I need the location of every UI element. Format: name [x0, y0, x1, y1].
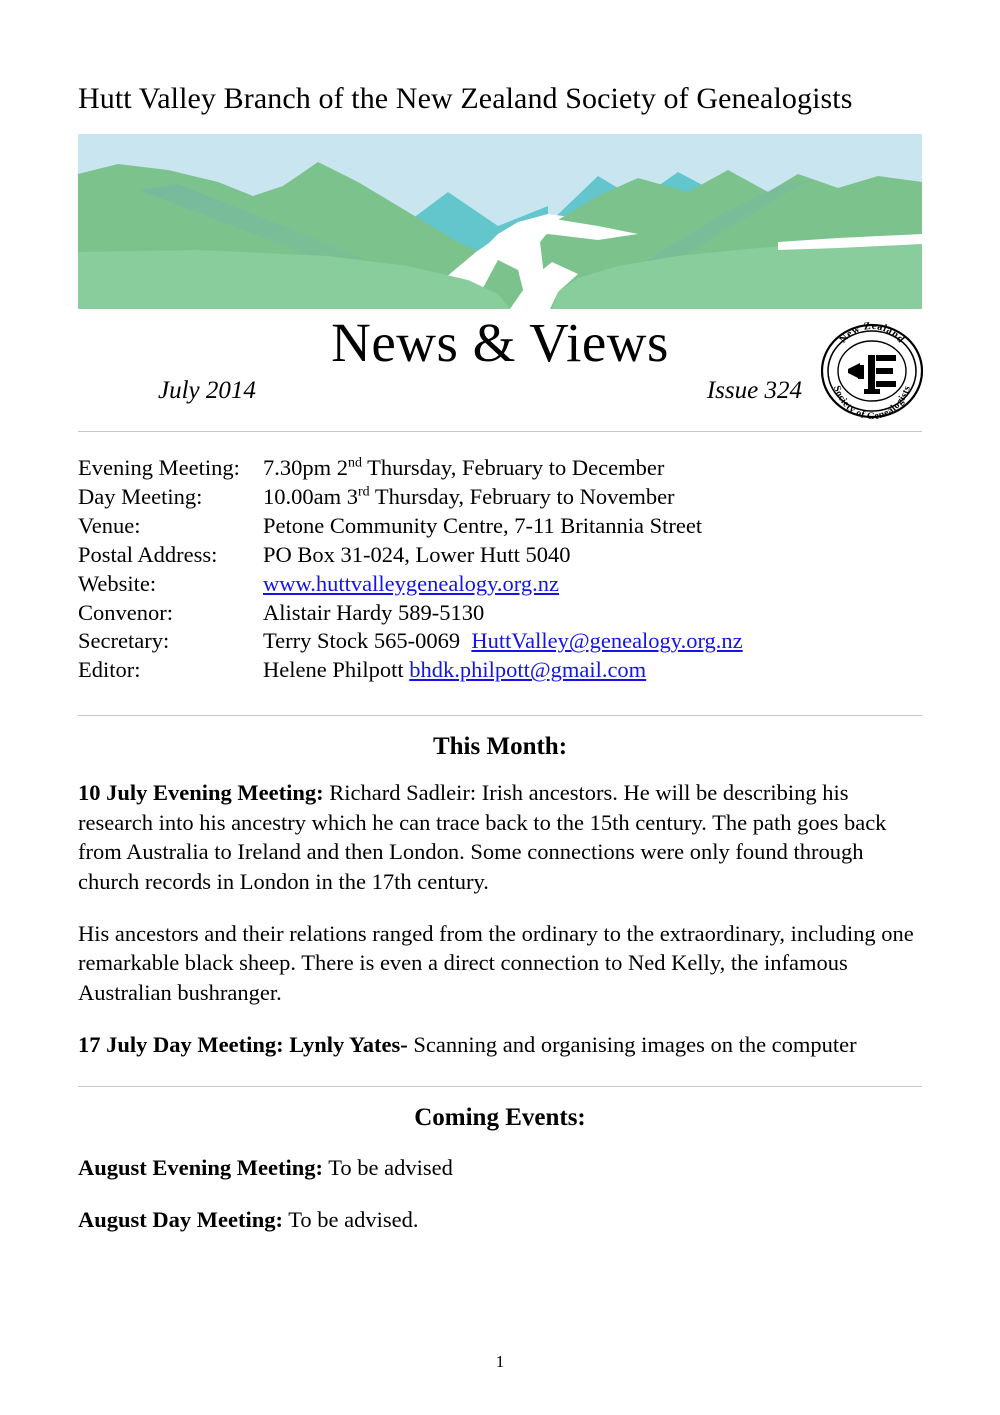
contact-value [263, 454, 922, 483]
newsletter-title: News & Views [331, 312, 669, 373]
landscape-banner-image [78, 134, 922, 309]
contact-label: Venue: [78, 512, 141, 538]
contact-value-pre: 10.00am 3 [263, 483, 358, 509]
contact-value-post: Thursday, February to December [361, 455, 665, 480]
ordinal-suffix: nd [348, 455, 362, 471]
page-title: Hutt Valley Branch of the New Zealand Society of Genealogists [78, 82, 853, 115]
divider-rule-top [78, 431, 922, 432]
paragraph-day-meeting [78, 1030, 922, 1059]
day-meeting-body: Scanning and organising images on the computer [407, 1031, 857, 1057]
contact-row-evening-meeting [78, 454, 922, 483]
editor-name: Helene Philpott [263, 657, 404, 683]
contact-label: Secretary: [78, 628, 170, 654]
day-meeting-title: 17 July Day Meeting: Lynly Yates- [78, 1031, 408, 1057]
contact-value [263, 627, 922, 656]
contact-row-editor [78, 656, 922, 685]
issue-row [78, 377, 922, 405]
divider-rule-this-month [78, 715, 922, 716]
coming-event-item [78, 1205, 922, 1234]
contact-value [263, 483, 922, 512]
contact-value: PO Box 31-024, Lower Hutt 5040 [263, 541, 571, 567]
contact-label: Evening Meeting: [78, 455, 240, 480]
contact-label: Convenor: [78, 599, 173, 625]
paragraph-ancestors: His ancestors and their relations ranged from the ordinary to the extraordinary, including one remarkable black sheep. There is even a direct connection to Ned Kelly, the infamous Australian bushranger. [78, 920, 914, 1005]
svg-text:New Zealand: New Zealand [837, 321, 907, 346]
coming-event-item [78, 1153, 922, 1182]
contact-value [263, 570, 922, 599]
website-link[interactable]: www.huttvalleygenealogy.org.nz [263, 570, 559, 596]
evening-meeting-body: Richard Sadleir: Irish ancestors. He will be describing his research into his ancestry which he can trace back to the 15th century. The path goes back from Australia to Ireland and then London. Some connections were only found through church records in London in the 17th century. [78, 780, 887, 894]
issue-number: Issue 324 [706, 377, 802, 404]
secretary-email-link[interactable]: HuttValley@genealogy.org.nz [471, 628, 743, 654]
contact-row-postal-address [78, 541, 922, 570]
coming-event-title: August Day Meeting: [78, 1206, 283, 1232]
contact-row-day-meeting [78, 483, 922, 512]
coming-event-body: To be advised [323, 1155, 453, 1180]
contact-value-post: Thursday, February to November [369, 483, 675, 509]
contact-details [78, 454, 922, 685]
paragraph-evening-meeting [78, 778, 922, 896]
contact-value: Petone Community Centre, 7-11 Britannia Street [263, 512, 703, 538]
contact-label: Day Meeting: [78, 483, 203, 509]
contact-row-website [78, 570, 922, 599]
contact-label: Website: [78, 570, 157, 596]
svg-text:Society of Genealogists: Society of Genealogists [830, 384, 914, 421]
nzsg-logo-icon [818, 321, 926, 421]
issue-date: July 2014 [158, 377, 256, 404]
landscape-svg [78, 134, 922, 309]
contact-value [263, 656, 922, 685]
newsletter-masthead-block [78, 309, 922, 421]
contact-value: Alistair Hardy 589-5130 [263, 599, 485, 625]
section-heading-coming-events: Coming Events: [414, 1104, 586, 1131]
contact-row-secretary [78, 627, 922, 656]
section-heading-this-month: This Month: [432, 733, 568, 761]
coming-event-title: August Evening Meeting: [78, 1155, 324, 1180]
contact-label: Editor: [78, 657, 141, 683]
editor-email-link[interactable]: bhdk.philpott@gmail.com [409, 657, 647, 683]
contact-label: Postal Address: [78, 541, 218, 567]
secretary-name: Terry Stock 565-0069 [263, 628, 461, 654]
page-number: 1 [495, 1352, 505, 1371]
contact-row-convenor [78, 599, 922, 628]
coming-event-body: To be advised. [282, 1206, 419, 1232]
contact-row-venue [78, 512, 922, 541]
contact-value-pre: 7.30pm 2 [263, 455, 349, 480]
nzsg-logo-svg [818, 321, 926, 421]
ordinal-suffix: rd [358, 484, 370, 500]
evening-meeting-title: 10 July Evening Meeting: [78, 780, 324, 806]
divider-rule-coming-events [78, 1086, 922, 1087]
